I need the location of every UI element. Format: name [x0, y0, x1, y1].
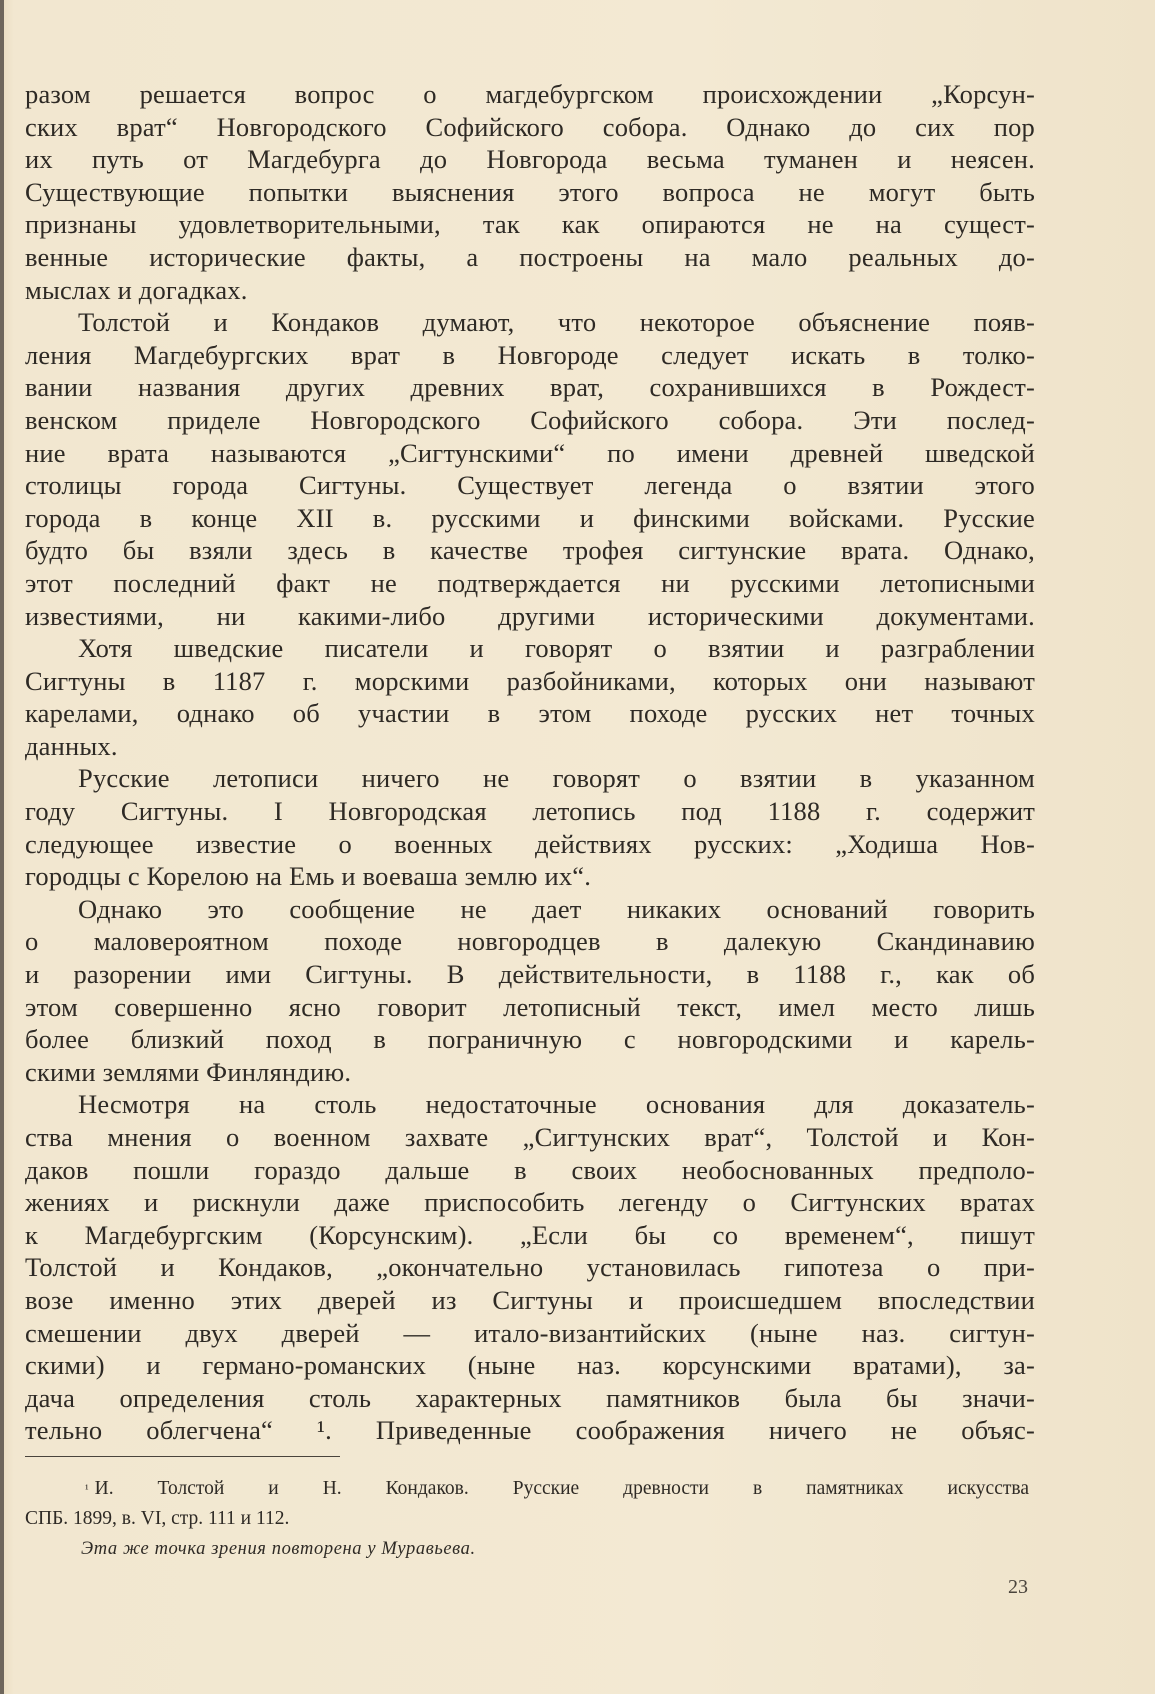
text-line: скими) и германо-романских (ныне наз. корсунскими вратами), за- — [25, 1350, 1035, 1381]
main-text-block — [25, 78, 1035, 1447]
text-line: карелами, однако об участии в этом походе русских нет точных — [25, 698, 1035, 729]
text-line: мыслах и догадках. — [25, 274, 248, 305]
footnote-text: И. Толстой и Н. Кондаков. Русские древности в памятниках искусства — [94, 1478, 1029, 1499]
page-spine-edge — [0, 0, 4, 1694]
text-line: венные исторические факты, а построены на мало реальных до- — [25, 241, 1035, 272]
text-line: и разорении ими Сигтуны. В действительности, в 1188 г., как об — [25, 959, 1035, 990]
text-line: более близкий поход в пограничную с новгородскими и карель- — [25, 1024, 1035, 1055]
text-line: этом совершенно ясно говорит летописный текст, имел место лишь — [25, 991, 1035, 1022]
text-line: о маловероятном походе новгородцев в далекую Скандинавию — [25, 926, 1035, 957]
text-line: году Сигтуны. I Новгородская летопись под 1188 г. содержит — [25, 796, 1035, 827]
text-line: Несмотря на столь недостаточные основания для доказатель- — [78, 1089, 1035, 1120]
page-number: 23 — [1008, 1576, 1028, 1598]
text-line: жениях и рискнули даже приспособить легенду о Сигтунских вратах — [25, 1187, 1035, 1218]
footnote-divider — [25, 1456, 340, 1457]
text-line: смешении двух дверей — итало-византийских (ныне наз. сигтун- — [25, 1317, 1035, 1348]
text-line: скими землями Финляндию. — [25, 1056, 352, 1087]
text-line: ских врат“ Новгородского Софийского собора. Однако до сих пор — [25, 111, 1035, 142]
text-line: ние врата называются „Сигтунскими“ по имени древней шведской — [25, 437, 1035, 468]
text-line: венском приделе Новгородского Софийского собора. Эти послед- — [25, 404, 1035, 435]
footnote-marker: ¹ — [85, 1482, 89, 1496]
text-line: Толстой и Кондаков, „окончательно установилась гипотеза о при- — [25, 1252, 1035, 1283]
text-line: даков пошли гораздо дальше в своих необоснованных предполо- — [25, 1154, 1035, 1185]
text-line: вании названия других древних врат, сохранившихся в Рождест- — [25, 372, 1035, 403]
text-line: данных. — [25, 730, 118, 761]
text-line: городцы с Корелою на Емь и воеваша землю их“. — [25, 861, 592, 892]
text-line: разом решается вопрос о магдебургском происхождении „Корсун- — [25, 79, 1035, 109]
text-line: Хотя шведские писатели и говорят о взятии и разграблении — [78, 633, 1035, 664]
text-line: этот последний факт не подтверждается ни русскими летописными — [25, 567, 1035, 598]
text-line: Существующие попытки выяснения этого вопроса не могут быть — [25, 176, 1035, 207]
footnote-line: Эта же точка зрения повторена у Муравьева. — [81, 1539, 476, 1559]
footnotes-block — [25, 1474, 1029, 1564]
text-line: ства мнения о военном захвате „Сигтунских врат“, Толстой и Кон- — [25, 1122, 1035, 1152]
text-line: к Магдебургским (Корсунским). „Если бы со временем“, пишут — [25, 1219, 1035, 1250]
footnote-line — [25, 1474, 1029, 1504]
text-line: дача определения столь характерных памятников была бы значи- — [25, 1382, 1035, 1413]
footnote-line: СПБ. 1899, в. VI, стр. 111 и 112. — [25, 1508, 290, 1529]
text-line: будто бы взяли здесь в качестве трофея сигтунские врата. Однако, — [25, 535, 1035, 566]
text-line: известиями, ни какими-либо другими историческими документами. — [25, 600, 1035, 631]
text-line: возе именно этих дверей из Сигтуны и происшедшем впоследствии — [25, 1284, 1035, 1315]
text-line: Сигтуны в 1187 г. морскими разбойниками, которых они называют — [25, 665, 1035, 696]
text-line: ления Магдебургских врат в Новгороде следует искать в толко- — [25, 339, 1035, 370]
text-line: Толстой и Кондаков думают, что некоторое объяснение появ- — [78, 307, 1035, 338]
text-line: столицы города Сигтуны. Существует легенда о взятии этого — [25, 470, 1035, 501]
text-line: Русские летописи ничего не говорят о взятии в указанном — [78, 763, 1035, 794]
text-line: признаны удовлетворительными, так как опираются не на сущест- — [25, 209, 1035, 240]
text-line: следующее известие о военных действиях русских: „Ходиша Нов- — [25, 828, 1035, 859]
text-line: их путь от Магдебурга до Новгорода весьма туманен и неясен. — [25, 144, 1035, 175]
text-line: Однако это сообщение не дает никаких оснований говорить — [78, 893, 1035, 924]
text-line: тельно облегчена“ ¹. Приведенные соображения ничего не объяс- — [25, 1415, 1035, 1446]
text-line: города в конце XII в. русскими и финскими войсками. Русские — [25, 502, 1035, 533]
